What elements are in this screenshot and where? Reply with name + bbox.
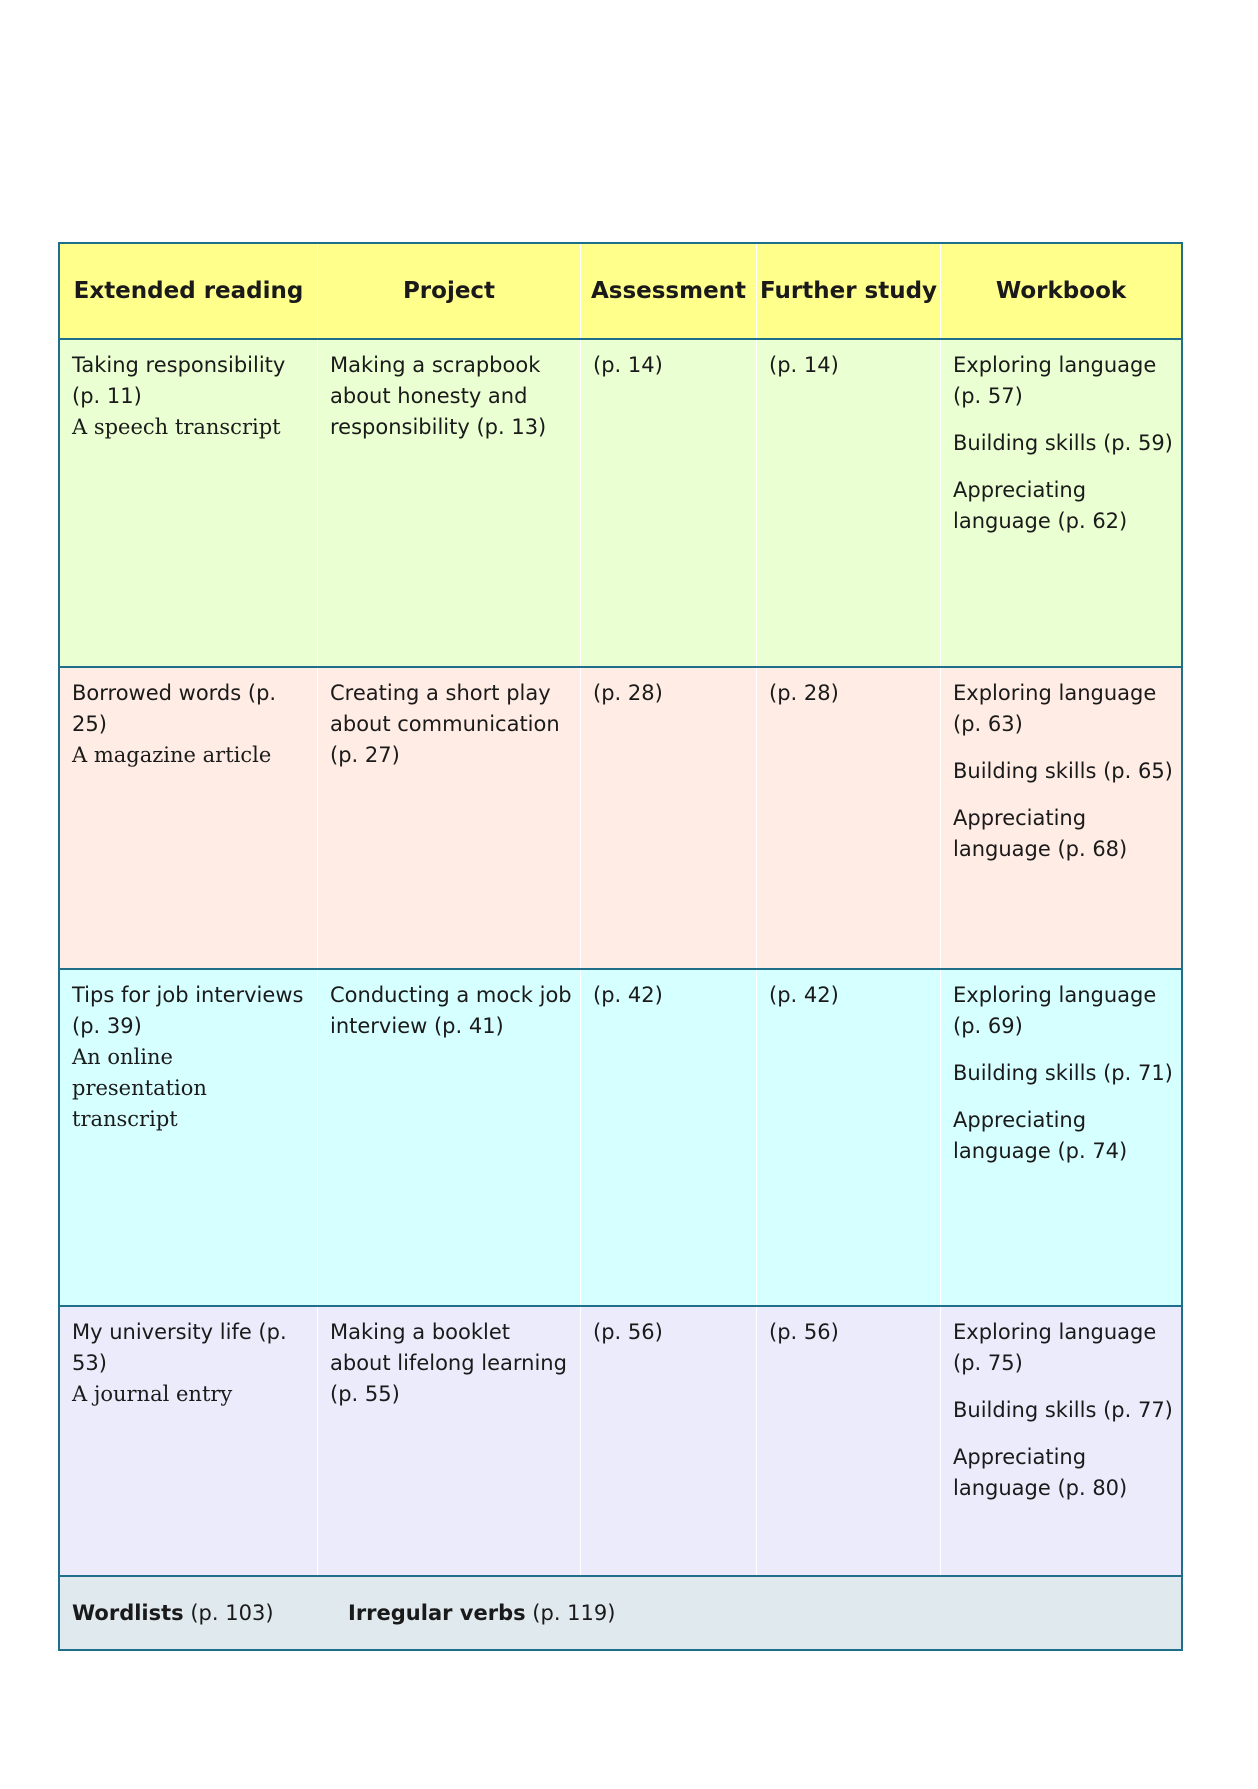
workbook-item: Appreciating language (p. 74) xyxy=(953,1108,1128,1163)
header-project: Project xyxy=(318,244,581,338)
workbook-item: Building skills (p. 65) xyxy=(953,759,1173,783)
workbook-item: Building skills (p. 59) xyxy=(953,431,1173,455)
workbook-item: Exploring language (p. 69) xyxy=(953,983,1157,1038)
table-header-row xyxy=(60,244,1181,340)
header-assessment: Assessment xyxy=(581,244,757,338)
extended-reading-cell xyxy=(60,340,318,666)
reading-type: A speech transcript xyxy=(72,415,281,439)
workbook-item: Exploring language (p. 57) xyxy=(953,353,1157,408)
irregular-verbs-entry xyxy=(348,1601,615,1625)
extended-reading-cell xyxy=(60,668,318,968)
further-study-cell: (p. 14) xyxy=(757,340,941,666)
project-cell: Making a scrapbook about honesty and responsibility (p. 13) xyxy=(318,340,581,666)
wordlists-page: (p. 103) xyxy=(190,1601,274,1625)
workbook-item: Exploring language (p. 75) xyxy=(953,1320,1157,1375)
workbook-item: Building skills (p. 71) xyxy=(953,1061,1173,1085)
assessment-cell: (p. 14) xyxy=(581,340,757,666)
reading-type: A journal entry xyxy=(72,1382,233,1406)
wordlists-label: Wordlists xyxy=(72,1601,184,1625)
workbook-item: Appreciating language (p. 62) xyxy=(953,478,1128,533)
workbook-item: Building skills (p. 77) xyxy=(953,1398,1173,1422)
wordlists-entry xyxy=(72,1601,348,1625)
assessment-cell: (p. 28) xyxy=(581,668,757,968)
assessment-cell: (p. 56) xyxy=(581,1307,757,1575)
further-study-cell: (p. 28) xyxy=(757,668,941,968)
further-study-cell: (p. 56) xyxy=(757,1307,941,1575)
header-workbook: Workbook xyxy=(941,244,1181,338)
workbook-cell xyxy=(941,1307,1181,1575)
workbook-cell xyxy=(941,970,1181,1305)
reading-title: Tips for job interviews (p. 39) xyxy=(72,983,304,1038)
workbook-cell xyxy=(941,668,1181,968)
workbook-cell xyxy=(941,340,1181,666)
table-row xyxy=(60,1307,1181,1577)
project-cell: Conducting a mock job interview (p. 41) xyxy=(318,970,581,1305)
reading-title: My university life (p. 53) xyxy=(72,1320,287,1375)
reading-type: A magazine article xyxy=(72,743,272,767)
project-cell: Creating a short play about communication (p. 27) xyxy=(318,668,581,968)
project-cell: Making a booklet about lifelong learning (p. 55) xyxy=(318,1307,581,1575)
table-row xyxy=(60,340,1181,668)
assessment-cell: (p. 42) xyxy=(581,970,757,1305)
further-study-cell: (p. 42) xyxy=(757,970,941,1305)
header-further-study: Further study xyxy=(757,244,941,338)
reading-title: Taking responsibility (p. 11) xyxy=(72,353,286,408)
reading-title: Borrowed words (p. 25) xyxy=(72,681,277,736)
table-row xyxy=(60,668,1181,970)
workbook-item: Exploring language (p. 63) xyxy=(953,681,1157,736)
workbook-item: Appreciating language (p. 80) xyxy=(953,1445,1128,1500)
irregular-verbs-label: Irregular verbs xyxy=(348,1601,526,1625)
contents-table xyxy=(58,242,1183,1651)
irregular-verbs-page: (p. 119) xyxy=(532,1601,616,1625)
extended-reading-cell xyxy=(60,1307,318,1575)
extended-reading-cell xyxy=(60,970,318,1305)
workbook-item: Appreciating language (p. 68) xyxy=(953,806,1128,861)
reading-type: An online presentation transcript xyxy=(72,1045,207,1131)
header-extended-reading: Extended reading xyxy=(60,244,318,338)
table-row xyxy=(60,970,1181,1307)
appendix-footer xyxy=(60,1577,1181,1649)
